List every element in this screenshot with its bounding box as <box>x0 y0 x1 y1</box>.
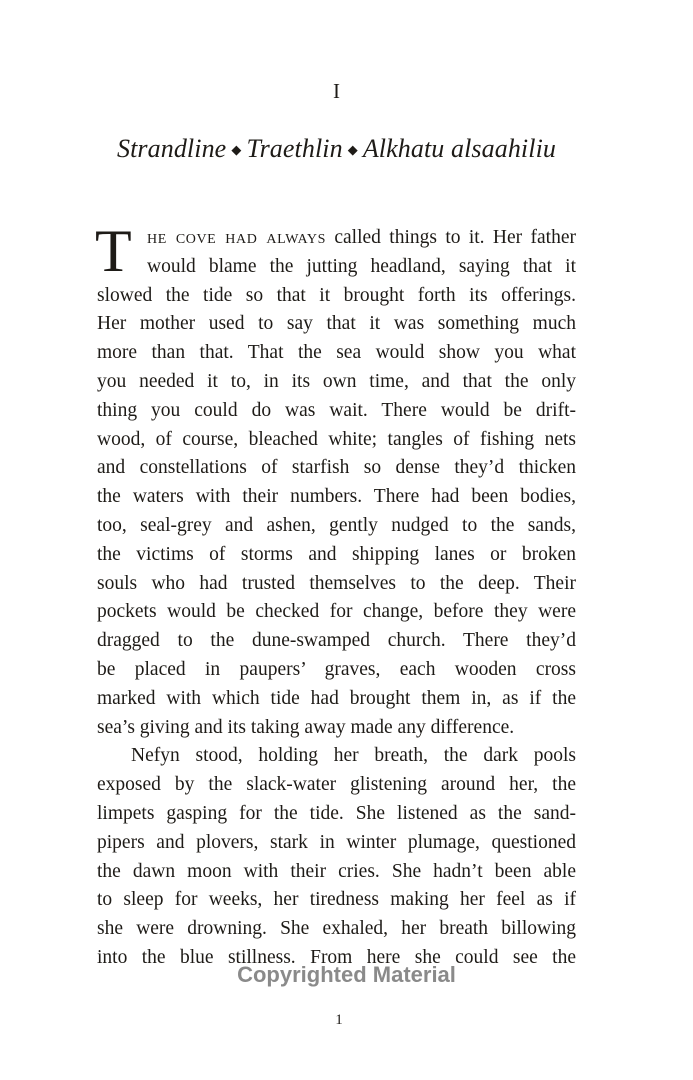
text-line: Nefyn stood, holding her breath, the dark pools <box>131 745 576 767</box>
text-line: the dawn moon with their cries. She hadn’t been able <box>97 860 576 882</box>
text-line: sea’s giving and its taking away made any difference. <box>97 716 515 738</box>
opening-line-rest: called things to it. Her father <box>326 227 576 248</box>
text-line: the waters with their numbers. There had been bodies, <box>97 486 576 508</box>
text-line: marked with which tide had brought them in, as if the <box>97 687 576 709</box>
diamond-separator-icon: ◆ <box>231 142 242 157</box>
text-line <box>97 224 576 253</box>
chapter-title-part-arabic: Alkhatu alsaahiliu <box>362 134 556 163</box>
diamond-separator-icon: ◆ <box>347 142 358 157</box>
text-line: be placed in paupers’ graves, each wooden cross <box>97 658 576 680</box>
text-line: to sleep for weeks, her tiredness making her feel as if <box>97 889 576 911</box>
chapter-number: I <box>333 79 340 103</box>
text-line: limpets gasping for the tide. She listened as the sand- <box>97 802 576 824</box>
paragraph-2 <box>97 742 576 972</box>
text-line: dragged to the dune-swamped church. There they’d <box>97 630 576 652</box>
text-line: and constellations of starfish so dense they’d thicken <box>97 457 576 479</box>
text-line: pipers and plovers, stark in winter plumage, questioned <box>97 831 576 853</box>
page-number: 1 <box>335 1012 343 1028</box>
text-line: too, seal-grey and ashen, gently nudged to the sands, <box>97 514 576 536</box>
text-line: souls who had trusted themselves to the deep. Their <box>97 572 576 594</box>
text-line: more than that. That the sea would show you what <box>97 342 576 364</box>
text-line: into the blue stillness. From here she could see the <box>97 946 576 968</box>
chapter-title-part-welsh: Traethlin <box>246 134 343 163</box>
body-text <box>95 218 576 973</box>
text-line: you needed it to, in its own time, and that the only <box>97 370 576 392</box>
text-line: would blame the jutting headland, saying that it <box>147 255 576 277</box>
paragraph-1 <box>97 253 576 743</box>
chapter-title-part-english: Strandline <box>116 134 227 163</box>
text-line: the victims of storms and shipping lanes or broken <box>97 543 576 565</box>
text-line: thing you could do was wait. There would be drift- <box>97 399 576 421</box>
text-line: pockets would be checked for change, before they were <box>97 601 576 623</box>
text-line: she were drowning. She exhaled, her breath billowing <box>97 918 576 940</box>
copyright-watermark: Copyrighted Material <box>237 962 456 987</box>
opening-small-caps: he cove had always <box>147 227 326 248</box>
text-line: wood, of course, bleached white; tangles of fishing nets <box>97 428 576 450</box>
text-line: exposed by the slack-water glistening around her, the <box>97 774 576 796</box>
chapter-title <box>0 133 673 166</box>
text-line: Her mother used to say that it was something much <box>97 313 576 335</box>
drop-cap: T <box>95 218 132 284</box>
text-line: slowed the tide so that it brought forth its offerings. <box>97 284 576 306</box>
